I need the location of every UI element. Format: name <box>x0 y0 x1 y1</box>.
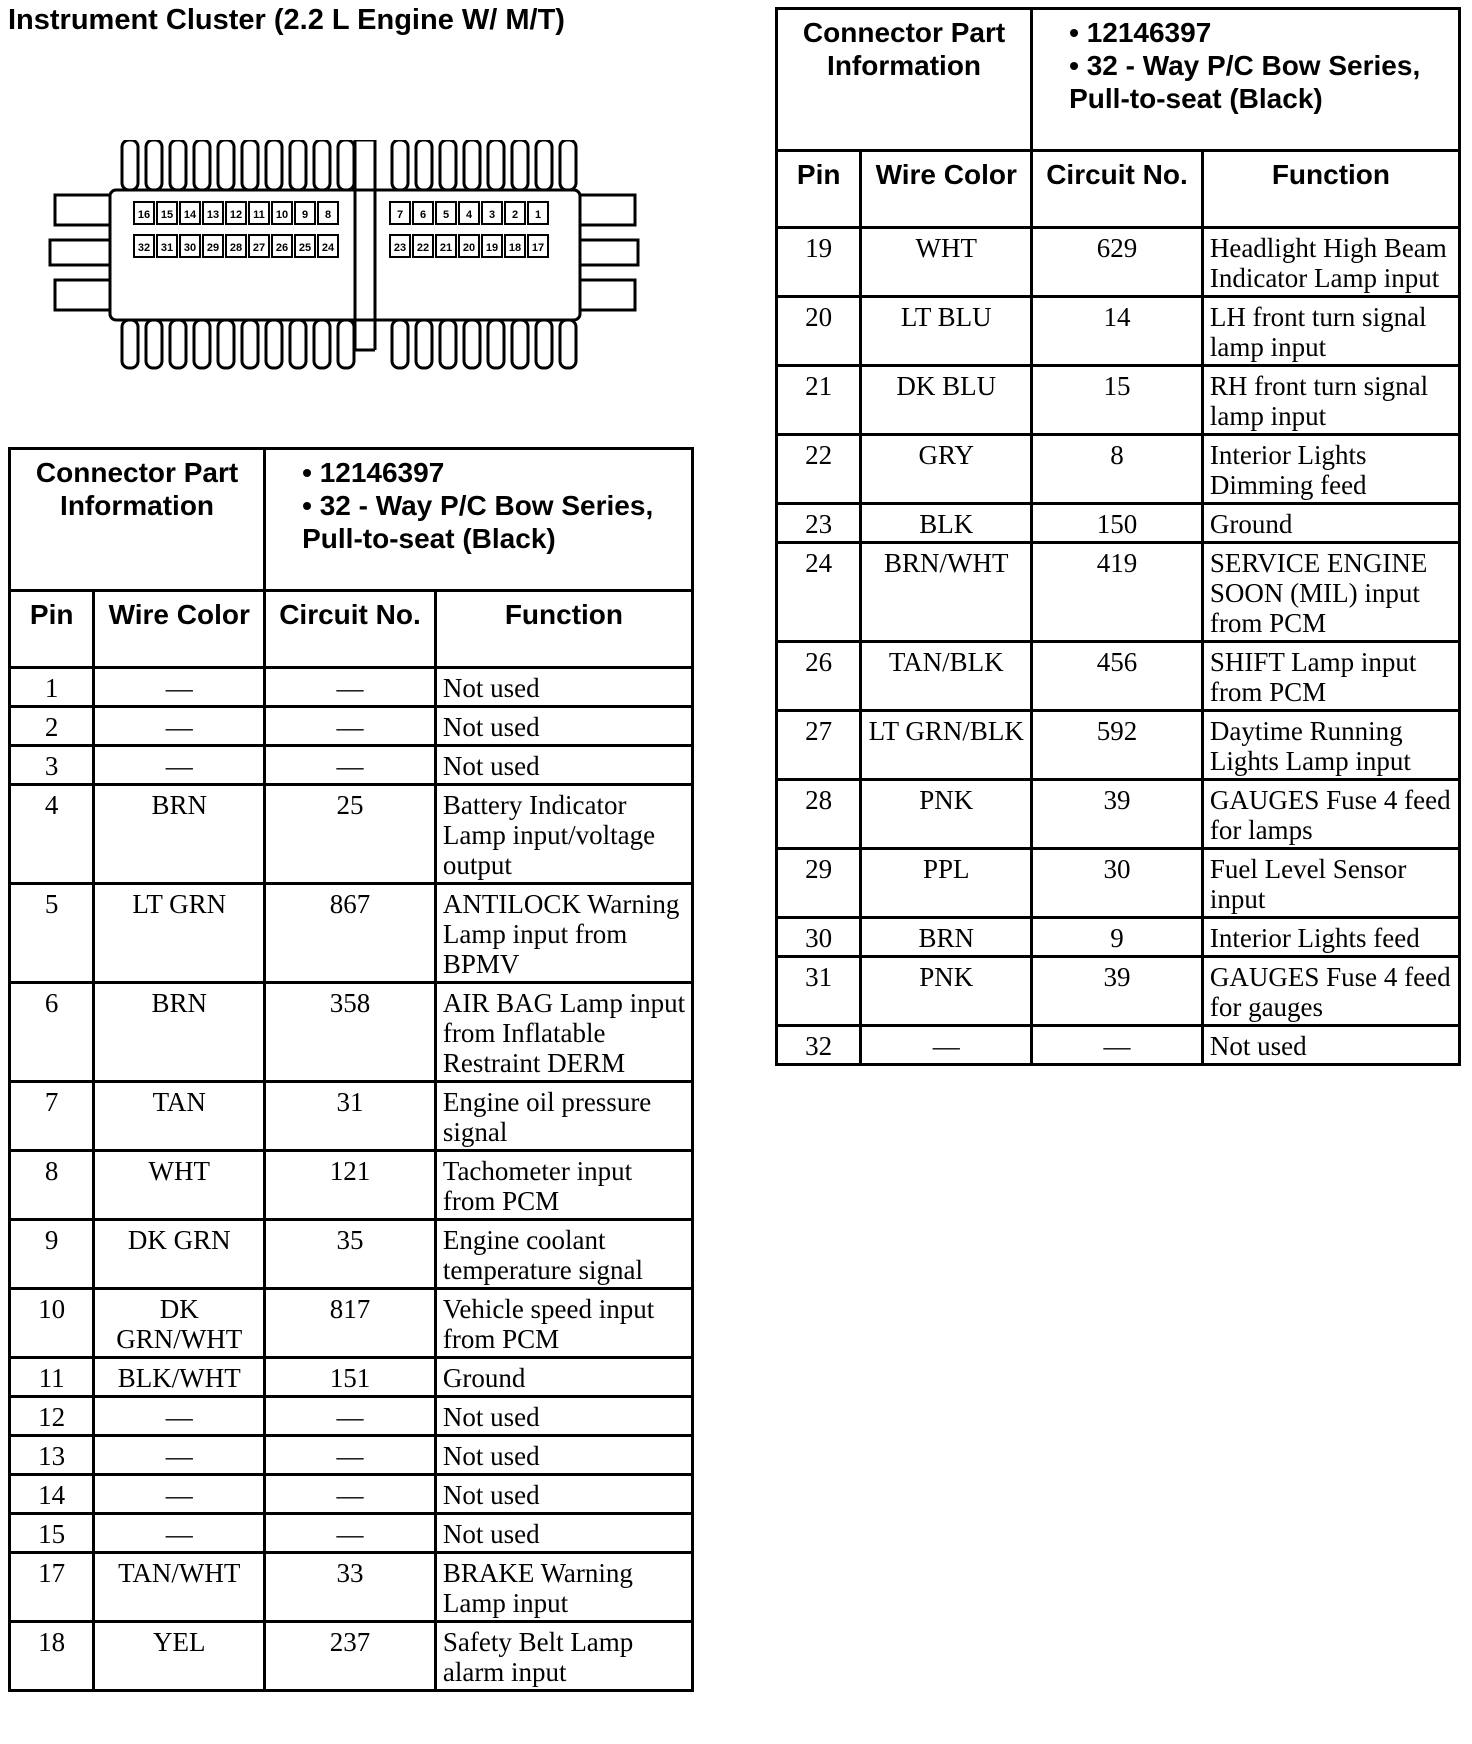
pin-number-label: 17 <box>531 242 545 254</box>
wire-color-cell: PNK <box>861 780 1032 849</box>
connector-fin <box>146 140 162 190</box>
pin-cell: 17 <box>10 1553 94 1622</box>
connector-fin <box>218 320 234 368</box>
table-row <box>10 1289 693 1358</box>
circuit-cell: — <box>265 1436 436 1475</box>
wire-color-cell: BLK/WHT <box>94 1358 265 1397</box>
circuit-cell: 817 <box>265 1289 436 1358</box>
circuit-cell: 151 <box>265 1358 436 1397</box>
table-row <box>777 918 1460 957</box>
pin-cell: 18 <box>10 1622 94 1691</box>
wire-color-cell: BRN <box>94 785 265 884</box>
function-cell: Not used <box>435 707 692 746</box>
pin-cell: 13 <box>10 1436 94 1475</box>
circuit-cell: 8 <box>1032 435 1203 504</box>
pin-number-label: 32 <box>137 242 151 254</box>
pin-cell: 23 <box>777 504 861 543</box>
table-row <box>777 711 1460 780</box>
connector-fin <box>440 140 456 190</box>
col-header-pin: Pin <box>777 151 861 228</box>
pin-cell: 12 <box>10 1397 94 1436</box>
wire-color-cell: DK GRN/WHT <box>94 1289 265 1358</box>
wire-color-cell: PPL <box>861 849 1032 918</box>
pin-cell: 9 <box>10 1220 94 1289</box>
part-number: • 12146397 <box>302 457 445 488</box>
pin-number-label: 23 <box>393 242 407 254</box>
pin-table-right <box>775 7 1461 1066</box>
circuit-cell: — <box>265 1397 436 1436</box>
table-row <box>10 1475 693 1514</box>
connector-fin <box>290 320 306 368</box>
connector-fin <box>512 320 528 368</box>
connector-fin <box>488 320 504 368</box>
pin-number-label: 19 <box>485 242 499 254</box>
pin-cell: 31 <box>777 957 861 1026</box>
wire-color-cell: — <box>861 1026 1032 1065</box>
pin-cell: 1 <box>10 668 94 707</box>
pin-number-label: 28 <box>229 242 243 254</box>
pin-number-label: 24 <box>321 242 335 254</box>
pin-number-label: 12 <box>229 209 243 221</box>
wire-color-cell: — <box>94 1475 265 1514</box>
connector-fin <box>170 320 186 368</box>
table-row <box>777 366 1460 435</box>
column-header-row <box>10 591 693 668</box>
pin-number-label: 26 <box>275 242 289 254</box>
function-cell: Engine coolant temperature signal <box>435 1220 692 1289</box>
connector-fin <box>194 320 210 368</box>
table-row <box>777 1026 1460 1065</box>
pin-cell: 24 <box>777 543 861 642</box>
connector-fin <box>242 140 258 190</box>
column-header-row <box>777 151 1460 228</box>
wire-color-cell: TAN/BLK <box>861 642 1032 711</box>
pin-number-label: 7 <box>396 209 404 221</box>
circuit-cell: 358 <box>265 983 436 1082</box>
wire-color-cell: — <box>94 1436 265 1475</box>
pin-number-label: 6 <box>419 209 427 221</box>
wire-color-cell: WHT <box>94 1151 265 1220</box>
circuit-cell: 30 <box>1032 849 1203 918</box>
wire-color-cell: BRN <box>94 983 265 1082</box>
wire-color-cell: BLK <box>861 504 1032 543</box>
table-row <box>10 1358 693 1397</box>
pin-cell: 21 <box>777 366 861 435</box>
pin-number-label: 25 <box>298 242 312 254</box>
connector-info-values <box>1032 9 1460 151</box>
connector-fin <box>266 320 282 368</box>
function-cell: Headlight High Beam Indicator Lamp input <box>1202 228 1459 297</box>
connector-fin <box>536 320 552 368</box>
circuit-cell: 419 <box>1032 543 1203 642</box>
wire-color-cell: DK BLU <box>861 366 1032 435</box>
function-cell: Not used <box>435 1436 692 1475</box>
connector-fin <box>536 140 552 190</box>
wire-color-cell: — <box>94 1397 265 1436</box>
function-cell: Battery Indicator Lamp input/voltage output <box>435 785 692 884</box>
col-header-wire-color: Wire Color <box>94 591 265 668</box>
table-row <box>10 785 693 884</box>
table-row <box>10 1151 693 1220</box>
connector-fin <box>416 320 432 368</box>
table-row <box>10 1436 693 1475</box>
table-row <box>10 1082 693 1151</box>
pin-cell: 7 <box>10 1082 94 1151</box>
pin-cell: 26 <box>777 642 861 711</box>
connector-fin <box>314 320 330 368</box>
pin-cell: 29 <box>777 849 861 918</box>
wire-color-cell: TAN <box>94 1082 265 1151</box>
pin-number-label: 10 <box>275 209 289 221</box>
pin-cell: 8 <box>10 1151 94 1220</box>
pin-cell: 6 <box>10 983 94 1082</box>
circuit-cell: 15 <box>1032 366 1203 435</box>
connector-info-row <box>777 9 1460 151</box>
connector-fin <box>242 320 258 368</box>
connector-fin <box>416 140 432 190</box>
pin-number-label: 9 <box>301 209 309 221</box>
table-row <box>10 884 693 983</box>
table-row <box>777 957 1460 1026</box>
connector-fin <box>194 140 210 190</box>
pin-cell: 22 <box>777 435 861 504</box>
function-cell: Not used <box>435 668 692 707</box>
wire-color-cell: BRN/WHT <box>861 543 1032 642</box>
circuit-cell: 31 <box>265 1082 436 1151</box>
connector-fin <box>170 140 186 190</box>
pin-number-label: 30 <box>183 242 197 254</box>
col-header-wire-color: Wire Color <box>861 151 1032 228</box>
table-row <box>777 642 1460 711</box>
connector-fin <box>338 140 354 190</box>
circuit-cell: — <box>265 1475 436 1514</box>
connector-fin <box>338 320 354 368</box>
table-row <box>777 297 1460 366</box>
col-header-circuit: Circuit No. <box>265 591 436 668</box>
wire-color-cell: WHT <box>861 228 1032 297</box>
pin-cell: 14 <box>10 1475 94 1514</box>
pin-number-label: 14 <box>183 209 197 221</box>
function-cell: ANTILOCK Warning Lamp input from BPMV <box>435 884 692 983</box>
function-cell: Engine oil pressure signal <box>435 1082 692 1151</box>
circuit-cell: 39 <box>1032 957 1203 1026</box>
function-cell: RH front turn signal lamp input <box>1202 366 1459 435</box>
connector-diagram <box>40 140 640 370</box>
connector-info-label: Connector Part Information <box>10 449 265 591</box>
table-row <box>777 780 1460 849</box>
table-row <box>777 849 1460 918</box>
function-cell: Ground <box>1202 504 1459 543</box>
connector-fin <box>488 140 504 190</box>
function-cell: Fuel Level Sensor input <box>1202 849 1459 918</box>
table-row <box>777 543 1460 642</box>
pin-number-label: 31 <box>160 242 174 254</box>
pin-number-label: 3 <box>488 209 496 221</box>
pin-cell: 32 <box>777 1026 861 1065</box>
connector-fin <box>512 140 528 190</box>
pin-number-label: 5 <box>442 209 450 221</box>
wire-color-cell: TAN/WHT <box>94 1553 265 1622</box>
pin-number-label: 22 <box>416 242 430 254</box>
function-cell: Not used <box>435 1514 692 1553</box>
table-row <box>10 746 693 785</box>
pin-number-label: 4 <box>465 209 473 221</box>
function-cell: Not used <box>435 1397 692 1436</box>
table-row <box>777 504 1460 543</box>
function-cell: Safety Belt Lamp alarm input <box>435 1622 692 1691</box>
table-row <box>10 1622 693 1691</box>
pin-number-label: 18 <box>508 242 522 254</box>
wire-color-cell: DK GRN <box>94 1220 265 1289</box>
circuit-cell: 14 <box>1032 297 1203 366</box>
pin-cell: 10 <box>10 1289 94 1358</box>
pin-number-label: 2 <box>511 209 519 221</box>
connector-fin <box>266 140 282 190</box>
connector-right-latch <box>580 195 638 310</box>
wire-color-cell: GRY <box>861 435 1032 504</box>
circuit-cell: 150 <box>1032 504 1203 543</box>
connector-left-latch <box>50 195 110 310</box>
connector-info-values <box>265 449 693 591</box>
connector-fin <box>290 140 306 190</box>
function-cell: Daytime Running Lights Lamp input <box>1202 711 1459 780</box>
table-row <box>777 228 1460 297</box>
pin-cell: 2 <box>10 707 94 746</box>
pin-cell: 28 <box>777 780 861 849</box>
connector-fin <box>464 320 480 368</box>
table-row <box>10 707 693 746</box>
wire-color-cell: — <box>94 1514 265 1553</box>
wire-color-cell: PNK <box>861 957 1032 1026</box>
function-cell: Not used <box>435 746 692 785</box>
wire-color-cell: LT GRN <box>94 884 265 983</box>
pin-cell: 4 <box>10 785 94 884</box>
pin-cell: 19 <box>777 228 861 297</box>
table-row <box>10 1553 693 1622</box>
pin-number-label: 15 <box>160 209 174 221</box>
circuit-cell: 35 <box>265 1220 436 1289</box>
pin-number-label: 11 <box>253 209 265 221</box>
circuit-cell: 25 <box>265 785 436 884</box>
table-row <box>10 668 693 707</box>
wire-color-cell: LT GRN/BLK <box>861 711 1032 780</box>
circuit-cell: 237 <box>265 1622 436 1691</box>
function-cell: Tachometer input from PCM <box>435 1151 692 1220</box>
pin-number-label: 8 <box>324 209 332 221</box>
circuit-cell: 39 <box>1032 780 1203 849</box>
connector-fin <box>464 140 480 190</box>
function-cell: AIR BAG Lamp input from Inflatable Restraint DERM <box>435 983 692 1082</box>
table-row <box>10 1220 693 1289</box>
circuit-cell: — <box>265 668 436 707</box>
connector-description: • 32 - Way P/C Bow Series, Pull-to-seat (Black) <box>302 490 654 554</box>
wire-color-cell: — <box>94 668 265 707</box>
circuit-cell: 9 <box>1032 918 1203 957</box>
wire-color-cell: LT BLU <box>861 297 1032 366</box>
wire-color-cell: — <box>94 707 265 746</box>
function-cell: Interior Lights Dimming feed <box>1202 435 1459 504</box>
function-cell: Ground <box>435 1358 692 1397</box>
circuit-cell: 592 <box>1032 711 1203 780</box>
pin-cell: 15 <box>10 1514 94 1553</box>
table-row <box>777 435 1460 504</box>
connector-fin <box>560 320 576 368</box>
pin-cell: 5 <box>10 884 94 983</box>
connector-fin <box>146 320 162 368</box>
connector-fin <box>392 140 408 190</box>
pin-number-label: 29 <box>206 242 220 254</box>
pin-number-label: 1 <box>534 209 542 221</box>
connector-description: • 32 - Way P/C Bow Series, Pull-to-seat (Black) <box>1069 50 1421 114</box>
connector-fin <box>218 140 234 190</box>
pin-cell: 11 <box>10 1358 94 1397</box>
function-cell: SERVICE ENGINE SOON (MIL) input from PCM <box>1202 543 1459 642</box>
connector-fin <box>560 140 576 190</box>
function-cell: Interior Lights feed <box>1202 918 1459 957</box>
circuit-cell: — <box>265 746 436 785</box>
connector-fin <box>392 320 408 368</box>
function-cell: Vehicle speed input from PCM <box>435 1289 692 1358</box>
function-cell: LH front turn signal lamp input <box>1202 297 1459 366</box>
circuit-cell: — <box>265 1514 436 1553</box>
function-cell: Not used <box>435 1475 692 1514</box>
circuit-cell: 121 <box>265 1151 436 1220</box>
circuit-cell: 456 <box>1032 642 1203 711</box>
connector-fin <box>122 140 138 190</box>
circuit-cell: 867 <box>265 884 436 983</box>
pin-cell: 20 <box>777 297 861 366</box>
pin-number-label: 13 <box>206 209 220 221</box>
wire-color-cell: YEL <box>94 1622 265 1691</box>
connector-fin <box>122 320 138 368</box>
col-header-function: Function <box>435 591 692 668</box>
connector-fin <box>440 320 456 368</box>
wire-color-cell: BRN <box>861 918 1032 957</box>
circuit-cell: — <box>1032 1026 1203 1065</box>
pin-number-label: 21 <box>439 242 453 254</box>
function-cell: SHIFT Lamp input from PCM <box>1202 642 1459 711</box>
function-cell: BRAKE Warning Lamp input <box>435 1553 692 1622</box>
col-header-function: Function <box>1202 151 1459 228</box>
connector-info-row <box>10 449 693 591</box>
circuit-cell: 629 <box>1032 228 1203 297</box>
pin-cell: 27 <box>777 711 861 780</box>
function-cell: GAUGES Fuse 4 feed for lamps <box>1202 780 1459 849</box>
connector-fin <box>314 140 330 190</box>
table-row <box>10 1514 693 1553</box>
col-header-circuit: Circuit No. <box>1032 151 1203 228</box>
page-title: Instrument Cluster (2.2 L Engine W/ M/T) <box>8 4 565 36</box>
pin-number-label: 20 <box>462 242 476 254</box>
function-cell: Not used <box>1202 1026 1459 1065</box>
table-row <box>10 1397 693 1436</box>
function-cell: GAUGES Fuse 4 feed for gauges <box>1202 957 1459 1026</box>
circuit-cell: — <box>265 707 436 746</box>
col-header-pin: Pin <box>10 591 94 668</box>
pin-number-label: 16 <box>137 209 151 221</box>
part-number: • 12146397 <box>1069 17 1212 48</box>
connector-info-label: Connector Part Information <box>777 9 1032 151</box>
wire-color-cell: — <box>94 746 265 785</box>
pin-table-left <box>8 447 694 1692</box>
pin-cell: 30 <box>777 918 861 957</box>
pin-number-label: 27 <box>252 242 266 254</box>
circuit-cell: 33 <box>265 1553 436 1622</box>
pin-cell: 3 <box>10 746 94 785</box>
table-row <box>10 983 693 1082</box>
